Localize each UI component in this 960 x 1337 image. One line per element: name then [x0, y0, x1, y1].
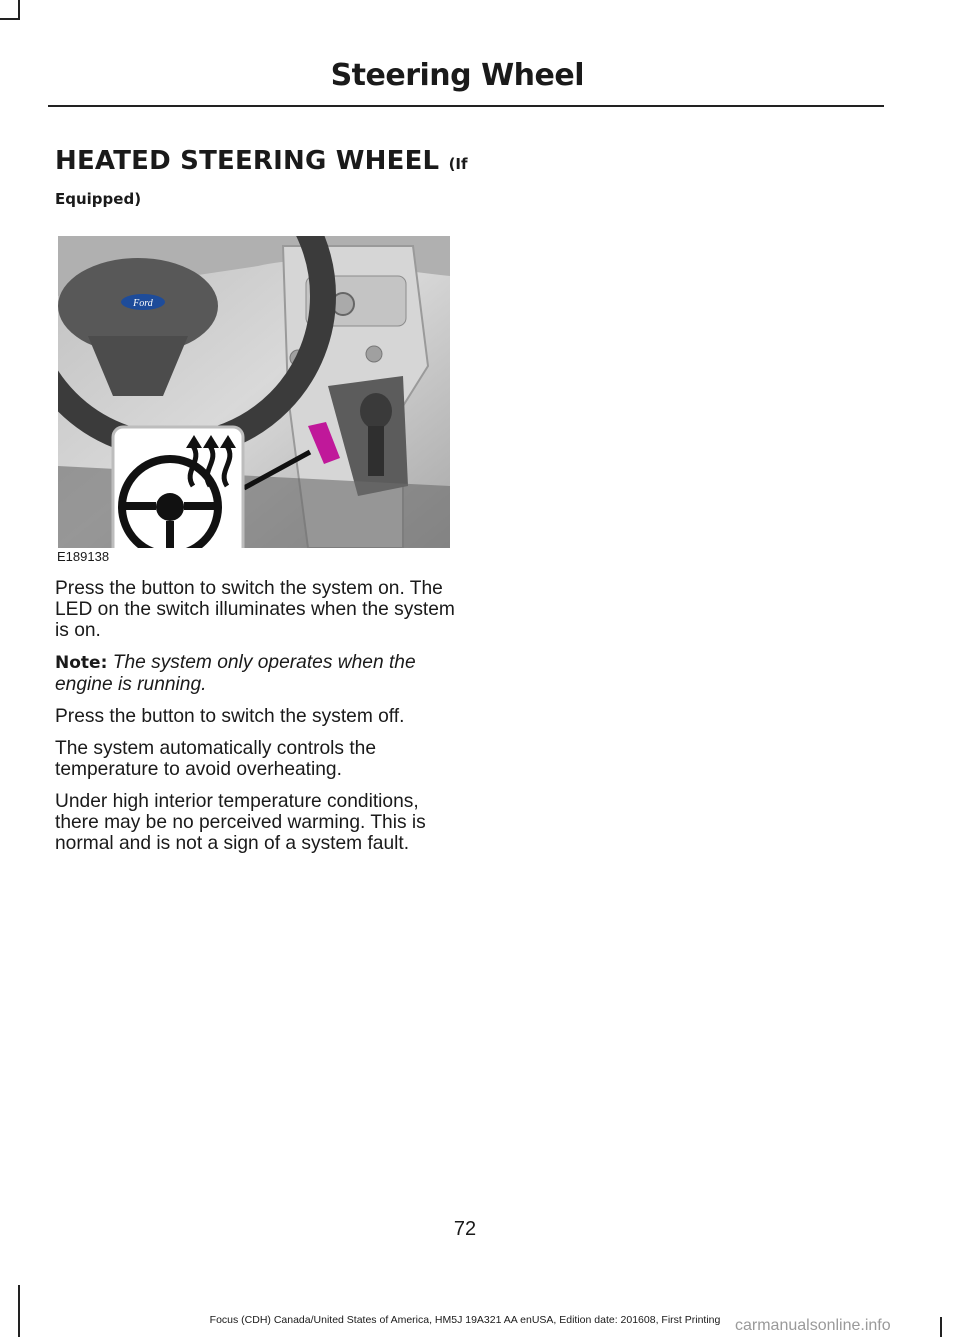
body-text	[55, 578, 455, 865]
crop-mark-top-left-h	[0, 18, 20, 20]
heated-steering-wheel-icon	[113, 427, 243, 548]
header-rule	[48, 105, 884, 107]
paragraph-high-temperature: Under high interior temperature conditions, there may be no perceived warming. This is normal and is not a sign of a system fault.	[55, 791, 426, 854]
section-title-continued: Equipped)	[55, 190, 142, 208]
ford-logo: Ford	[133, 298, 153, 309]
figure-code: E189138	[57, 549, 110, 564]
section-title: HEATED STEERING WHEEL (If	[55, 146, 468, 176]
paragraph-switch-off: Press the button to switch the system off.	[55, 706, 405, 727]
crop-mark-bottom-left-v	[18, 1285, 20, 1337]
paragraph-temperature-control: The system automatically controls the temperature to avoid overheating.	[55, 738, 376, 780]
page-number: 72	[453, 1218, 477, 1240]
crop-mark-top-left-v	[18, 0, 20, 20]
watermark[interactable]: carmanualsonline.info	[735, 1317, 891, 1334]
paragraph-switch-on: Press the button to switch the system on. The LED on the switch illuminates when the system is on.	[55, 578, 455, 641]
note	[55, 652, 455, 695]
page-header-title: Steering Wheel	[330, 58, 584, 93]
crop-mark-bottom-right-v	[940, 1317, 942, 1337]
section-title-qualifier: (If	[448, 155, 468, 173]
footer: Focus (CDH) Canada/United States of America, HM5J 19A321 AA enUSA, Edition date: 201608, First Printing	[209, 1314, 721, 1326]
note-label: Note:	[55, 653, 108, 673]
dashboard-illustration	[58, 236, 450, 566]
note-text: The system only operates when the engine is running.	[55, 652, 416, 695]
